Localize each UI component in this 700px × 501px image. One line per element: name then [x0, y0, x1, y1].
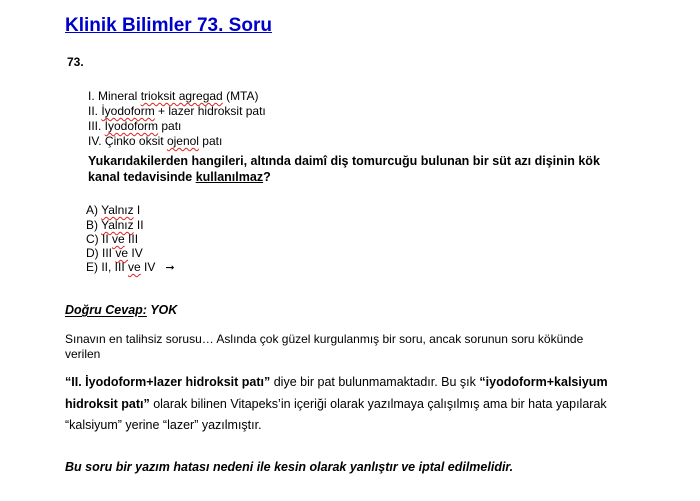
question-stem-line-2: kanal tedavisinde kullanılmaz?: [88, 170, 271, 184]
question-item-3: III. İyodoform patı: [88, 119, 182, 133]
option-e: E) II, III ve IV ➞: [86, 260, 175, 274]
question-number: 73.: [67, 55, 84, 69]
question-stem-line-1: Yukarıdakilerden hangileri, altında daimî diş tomurcuğu bulunan bir süt azı dişinin kök: [88, 154, 600, 168]
question-item-2: II. İyodoform + lazer hidroksit patı: [88, 104, 266, 118]
option-b: B) Yalnız II: [86, 218, 144, 232]
conclusion: Bu soru bir yazım hatası nedeni ile kesin olarak yanlıştır ve iptal edilmelidir.: [65, 460, 514, 474]
correct-answer: Doğru Cevap: YOK: [65, 303, 178, 317]
comment-2-line-1: “II. İyodoform+lazer hidroksit patı” diye bir pat bulunmamaktadır. Bu şık “iyodoform+kalsiyum: [65, 375, 608, 389]
comment-1-line-1: Sınavın en talihsiz sorusu… Aslında çok güzel kurgulanmış bir soru, ancak sorunun soru kökünde: [65, 332, 584, 346]
option-c: C) II ve III: [86, 232, 139, 246]
comment-2-line-2: hidroksit patı” olarak bilinen Vitapeks’in içeriği olarak yazılmaya çalışılmış ama bir hata yapılarak: [65, 397, 607, 411]
question-item-4: IV. Çinko oksit ojenol patı: [88, 134, 223, 148]
page-title[interactable]: Klinik Bilimler 73. Soru: [65, 15, 272, 36]
question-item-1: I. Mineral trioksit agregad (MTA): [88, 89, 259, 103]
option-a: A) Yalnız I: [86, 203, 141, 217]
option-d: D) III ve IV: [86, 246, 143, 260]
comment-2-line-3: “kalsiyum” yerine “lazer” yazılmıştır.: [65, 418, 262, 432]
arrow-right-icon: ➞: [165, 262, 175, 274]
comment-1-line-2: verilen: [65, 347, 101, 361]
